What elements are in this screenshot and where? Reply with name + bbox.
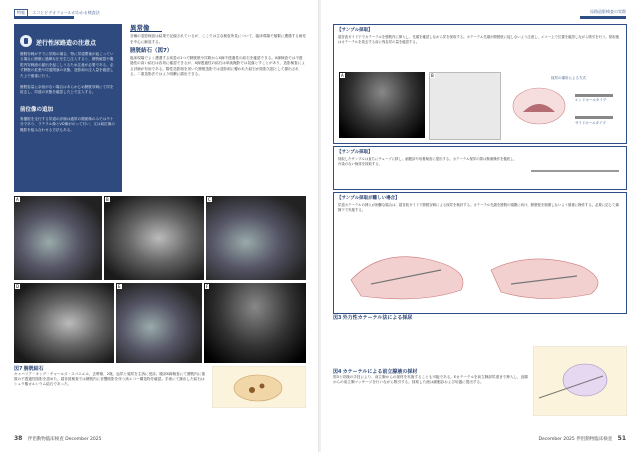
figure3-number: 図3 <box>333 315 342 321</box>
bladder-diagram <box>212 366 306 408</box>
figure4-caption <box>333 370 529 385</box>
xray-image-a <box>14 196 102 280</box>
figure7-text: キャバリア・キング・チャールズ・スパニエル、去勢雄、2歳。血尿と頻尿を主訴に受診。腹部X線検査にて膀胱内に複数の不透過性陰影を認めた。超音波検査では膀胱内に音響陰影を伴う高エコー構造物を確認。手術にて摘出した結石はシュウ酸カルシウム結石であった。 <box>14 372 205 386</box>
header-tag: 特集 <box>14 9 28 17</box>
left-page-number: 38 <box>14 435 23 442</box>
figure7-title: 膀胱結石 <box>23 366 44 372</box>
note-panel-body3: 骨盤腔を走行する尿道の評価は通常の側面像のみでは不十分であり、ラテラル像とVD像がのって行い、又は前位像の撮影を組み合わせる方法もある。 <box>20 116 115 132</box>
box1-end-hole: エンドホールタイプ <box>575 98 607 102</box>
left-magazine-name: 伴侶動物臨床検査 <box>27 437 64 442</box>
box1-label-a: A <box>341 73 344 78</box>
xray-image-b <box>104 196 204 280</box>
abnormal-section <box>130 26 306 77</box>
box1-side-hole: サイドホールタイプ <box>575 121 606 125</box>
figure-label-a: A <box>16 197 19 202</box>
box1-side-title: 採尿の場所による方式 <box>551 76 586 80</box>
figure4-number: 図4 <box>333 369 342 375</box>
box1-title: 【サンプル採取】 <box>337 28 373 33</box>
right-page-number: 51 <box>617 435 626 442</box>
box1-body: 超音波ガイド下でカテーテルを膀胱内に挿入し、先端を確認しながら尿を採取する。カテーテル先端が膀胱壁に接しないよう注意し、エコー上で位置を確認しながら吸引を行う。採取後はカテーテルを抜去する前に残存尿の量を確認する。 <box>338 35 619 44</box>
figure-label-c: C <box>208 197 211 202</box>
figure3-caption <box>333 316 623 321</box>
figure-label-d: D <box>16 284 20 289</box>
catheter-needle-photo <box>531 170 619 172</box>
figure-label-b: B <box>106 197 109 202</box>
section-heading: 異常像 <box>130 26 162 32</box>
section-intro: 各種の造影検査は結果で記録されているが、ここでは主な検査所見について、臨床現場で頻繁に遭遇する病変を中心に解説する。 <box>130 34 306 44</box>
right-header-bar <box>580 16 626 19</box>
left-page <box>0 0 319 452</box>
figure3-title: 外力性カテーテル法による採尿 <box>342 315 413 321</box>
catheter-ultrasound-a <box>339 72 425 138</box>
bladder-catheter-diagrams <box>341 240 617 308</box>
sampling-box-2 <box>333 146 627 190</box>
figure-label-e: E <box>118 284 121 289</box>
header-title: エコとビデオフォールがわかる検査法 <box>32 10 100 15</box>
contrast-image-d <box>14 283 114 363</box>
figure4-text: 図3と同様の手技により、前立腺からの採材を実施することも可能である。Eカテーテルを前立腺部尿道まで挿入し、直腸からの前立腺マッサージを行いながら吸引する。採取した液は細胞診および培養に提出する。 <box>333 375 528 384</box>
catheter-photo-b <box>429 72 501 140</box>
note-panel-body2: 膀胱容量に余裕がない場合はあらかじめ膀胱穿刺にて尿を抜去し、尿道の状態を確認した上で注入する。 <box>20 85 114 95</box>
right-running-header: 尿路造影検査の実際 <box>590 9 626 14</box>
info-icon <box>20 35 32 47</box>
box2-body: 採取したサンプルは直ちにチューブに移し、細胞診や培養検査に提出する。カテーテル採尿の際は無菌操作を徹底し、汚染のない検体を採取する。 <box>338 157 517 166</box>
right-page <box>321 0 640 452</box>
box2-title: 【サンプル採取】 <box>337 150 373 155</box>
right-magazine-name: 伴侶動物臨床検査 <box>576 437 613 442</box>
xray-image-c <box>206 196 306 280</box>
left-date: December 2025 <box>65 437 102 442</box>
box1-label-b: B <box>431 73 434 78</box>
note-panel-body: 膀胱穿刺がすでに尿路の場合、特に尿道閉塞が起こっている場合に膀胱に過剰な圧を生じ注入すると、膀胱破裂や腹腔内穿刺液の漏出を起こしうるため注意が必要である。必ず膀胱の拡張や尿道閉塞の状態、造影剤の注入量を確認した上で慎重に行う。 <box>20 52 114 78</box>
section-subheading: 膀胱結石（図7） <box>130 47 173 54</box>
box3-body: 尿道カテーテルの挿入が困難な場合は、超音波ガイド下膀胱穿刺による採尿を検討する。カテーテル先端を膀胱の頭側に向け、膀胱壁を損傷しないよう慎重に操作する。必要に応じて鎮静下で実施する。 <box>338 203 619 212</box>
prostate-diagram <box>533 346 627 416</box>
right-date: December 2025 <box>538 437 575 442</box>
box3-title: 【サンプル採取が難しい場合】 <box>337 196 400 201</box>
header-bar <box>14 16 74 19</box>
note-panel-subheading: 前位像の追加 <box>20 106 54 113</box>
figure4-title: カテーテルによる前立腺液の採材 <box>342 369 418 375</box>
figure7-number: 図7 <box>14 366 23 372</box>
figure7-caption <box>14 367 206 387</box>
ultrasound-image-f <box>204 283 306 363</box>
section-body: 臨床現場でよく遭遇する疾患の1つで膀胱壁や尿路からX線不透過性の結石を確認できる。X線検査では不透過性の高い結石は容易に確認できるが、X線透過性の結石は単純撮影では見落とすことがあり、造影検査による評価が有用である。陽性造影剤を用いた膀胱造影では造影剤に覆われた結石が陰影欠損として描出される。二重造影法ではより明瞭に描出できる。 <box>130 56 305 77</box>
figure-label-f: F <box>206 284 209 289</box>
left-footer <box>14 435 101 442</box>
note-panel-title: 逆行性尿路造の注意点 <box>36 40 97 47</box>
right-footer <box>539 435 626 442</box>
contrast-image-e <box>116 283 202 363</box>
note-panel <box>14 24 122 192</box>
catheter-type-diagram <box>503 72 619 138</box>
